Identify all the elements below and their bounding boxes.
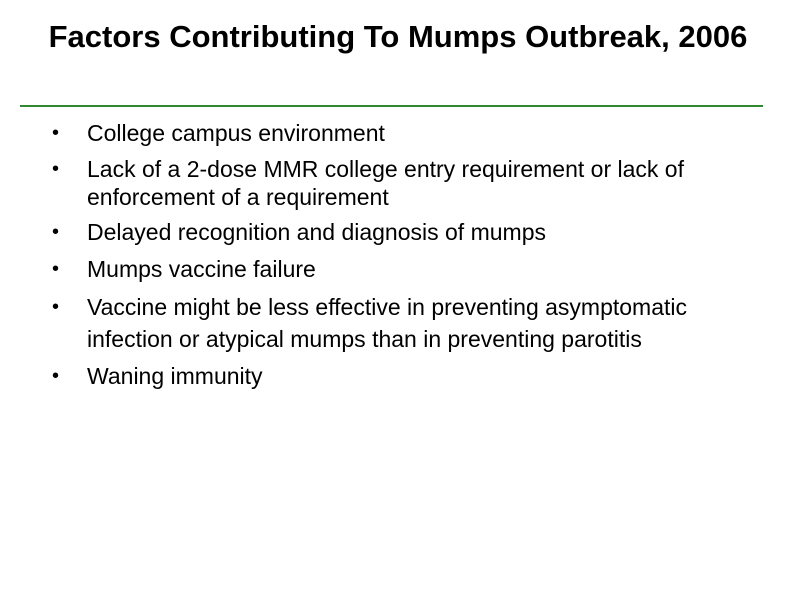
list-item [52,217,762,248]
bullet-icon: • [52,365,60,387]
bullet-text: Waning immunity [87,363,263,389]
bullet-text: Delayed recognition and diagnosis of mumps [87,219,546,245]
bullet-icon: • [52,221,60,243]
slide-title: Factors Contributing To Mumps Outbreak, 2006 [48,19,748,54]
bullet-icon: • [52,122,60,144]
list-item [52,361,762,392]
list-item [52,118,762,149]
list-item [52,254,762,285]
bullet-icon: • [52,296,60,318]
list-item [52,291,762,355]
bullet-icon: • [52,258,60,280]
bullet-text: College campus environment [87,120,385,146]
bullet-text: Lack of a 2-dose MMR college entry requirement or lack of enforcement of a requirement [87,156,684,210]
bullet-text: Mumps vaccine failure [87,256,316,282]
bullet-text: Vaccine might be less effective in preventing asymptomatic infection or atypical mumps than in preventing parotitis [87,294,687,352]
bullet-list [52,118,762,398]
list-item [52,155,762,211]
bullet-icon: • [52,158,60,180]
title-divider [20,105,763,107]
